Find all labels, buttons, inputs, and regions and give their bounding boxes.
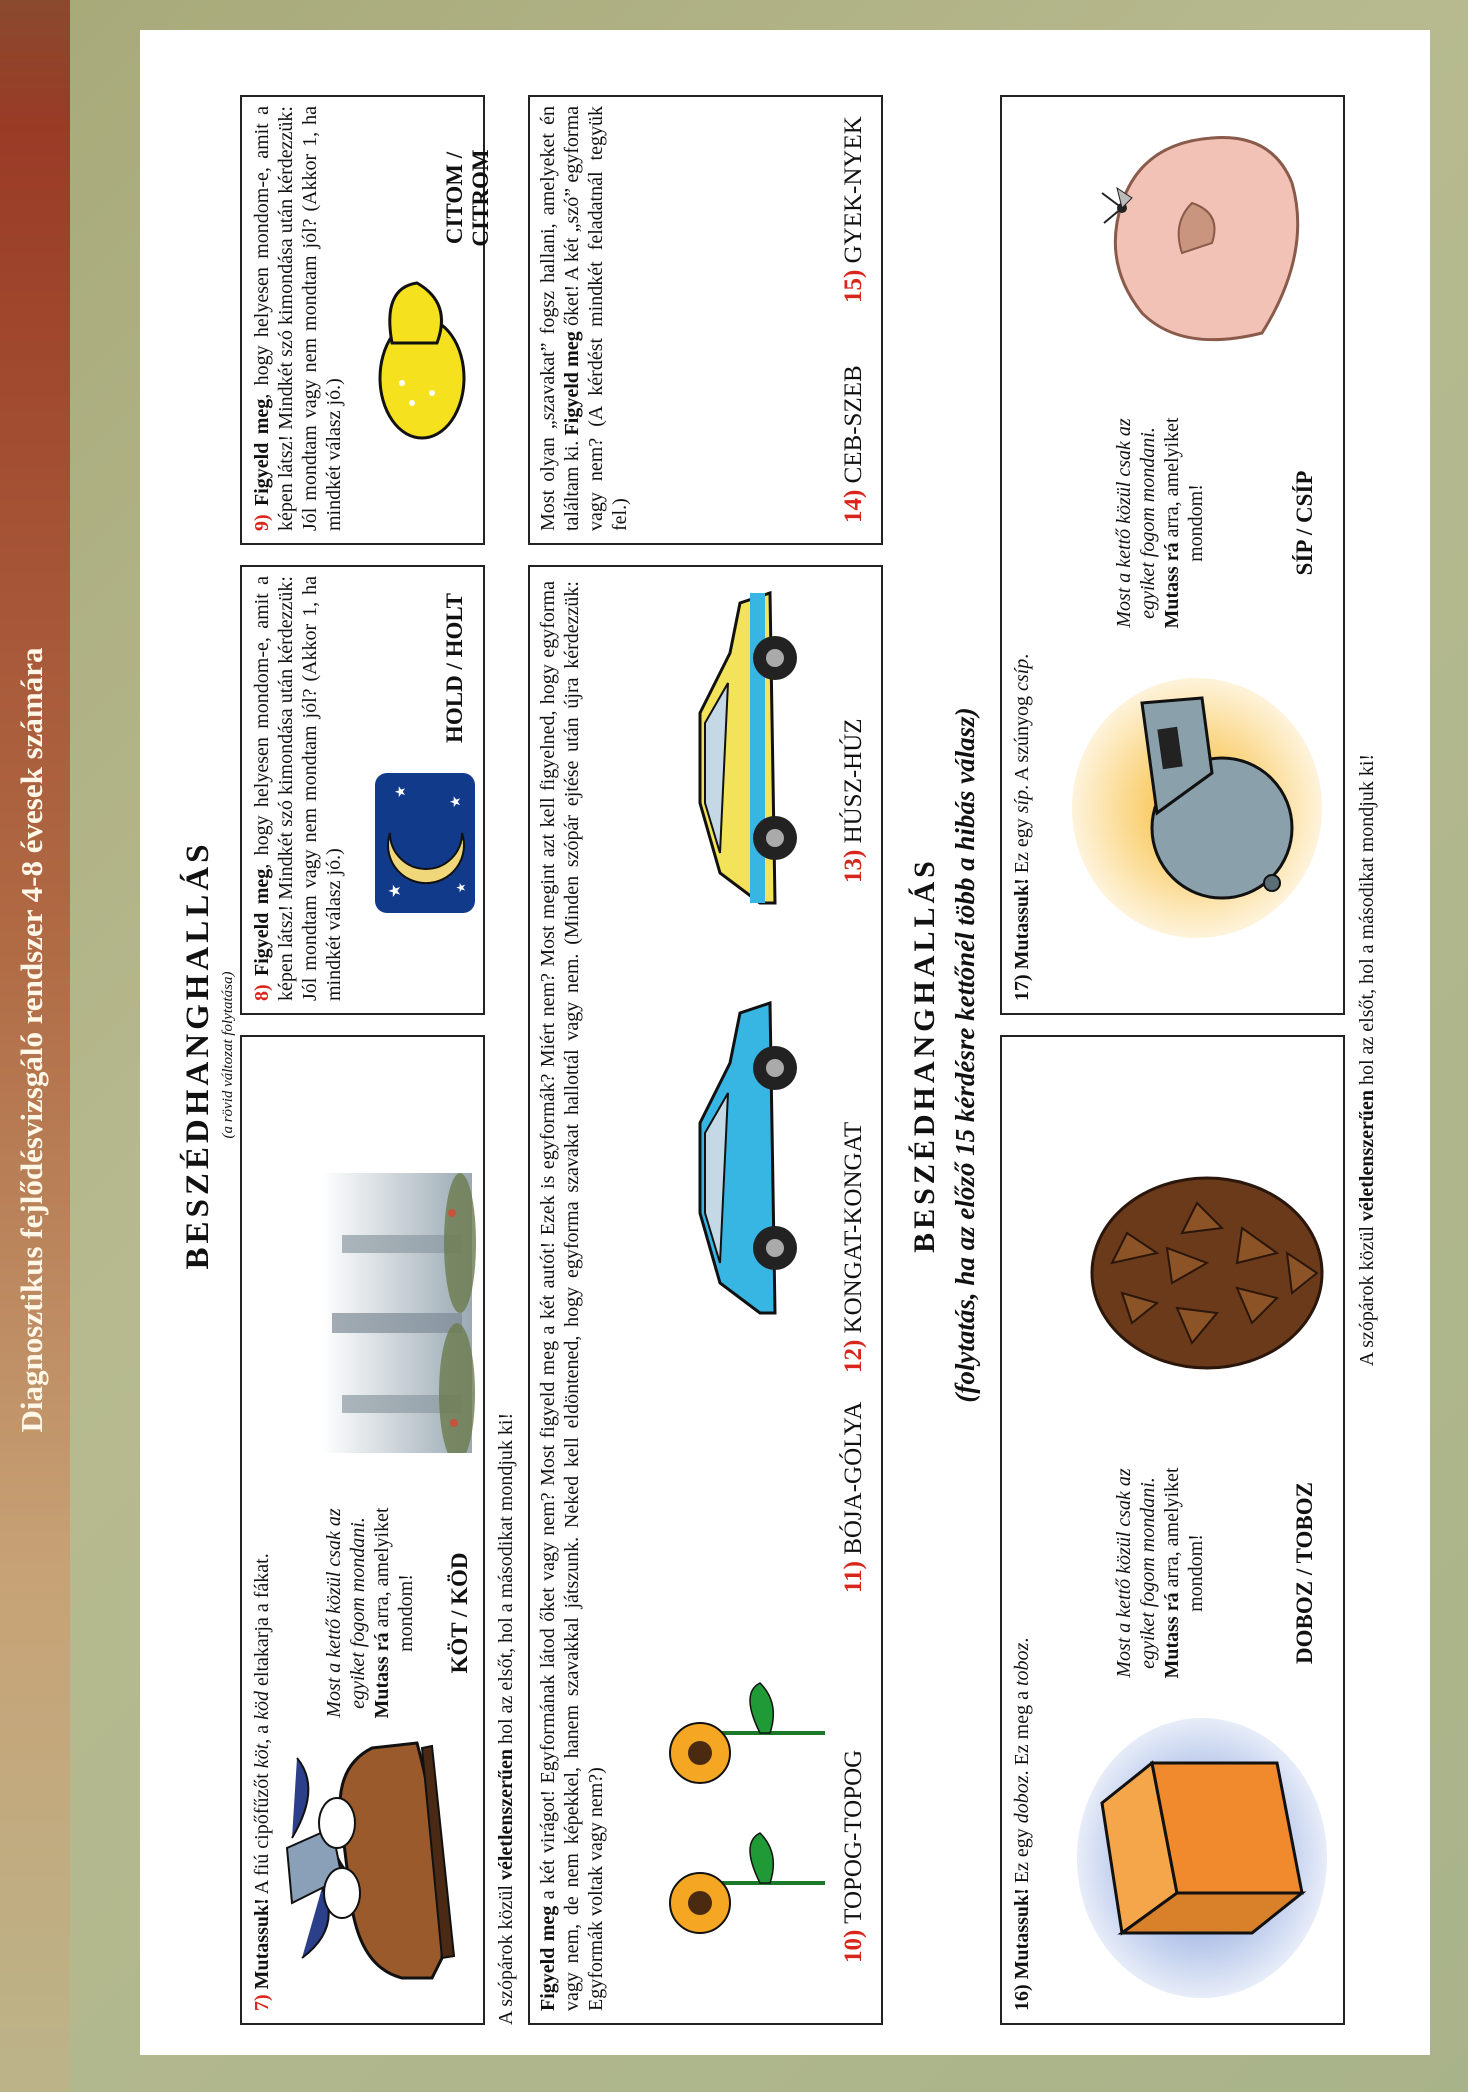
items10-13-prompt: Figyeld meg a két virágot! Egyformának látod őket vagy nem? Most figyeld meg a két autót! Ezek is egyformák? Miért nem? Most megint azt kell figyelned, hogy egyforma vagy nem, de nem képekkel, hanem szavakkal játszunk. Neked kell eldöntened, hogy egyforma szavakat hallottál vagy nem. (Minden szópár ejtése után újra kérdezzük: Egyformák voltak vagy nem?) — [537, 581, 607, 2011]
white-sheet — [140, 30, 1430, 2055]
word-13: 13) HÚSZ-HÚZ — [840, 718, 867, 883]
item16-box — [1000, 1035, 1345, 2025]
word-14: 14) CEB-SZEB — [840, 365, 867, 523]
foggy-trees-image — [282, 1173, 477, 1453]
items14-15-prompt: Most olyan „szavakat” fogsz hallani, amelyeket én találtam ki. Figyeld meg őket! A két „szó” egyforma vagy nem? (A kérdést mindkét feladatnál tegyük fel.) — [537, 106, 631, 531]
item7-caption: KÖT / KÖD — [447, 1552, 472, 1674]
svg-text:★: ★ — [394, 785, 409, 798]
item9-box — [240, 95, 493, 545]
cars-image — [640, 563, 830, 1323]
word-11: 11) BÓJA-GÓLYA — [840, 1401, 867, 1593]
flowers-image — [640, 1663, 830, 1963]
rotated-page — [140, 30, 1430, 2055]
hand-mosquito-image — [1062, 113, 1332, 373]
running-header: Diagnosztikus fejlődésvizsgáló rendszer 4-8 évesek számára — [14, 647, 49, 1433]
side-strip — [0, 0, 70, 2092]
item17-prompt: 17) Mutassuk! Ez egy síp. A szúnyog csíp. — [1011, 653, 1033, 1001]
item8-prompt: 8) Figyeld meg, hogy helyesen mondom-e, amit a képen látsz! Mindkét szó kimondása után kérdezzük: Jól mondtam vagy nem mondtam jól? (Akkor 1, ha mindkét válasz jó.) — [251, 576, 345, 1001]
section1-title: BESZÉDHANGHALLÁS — [180, 840, 216, 1270]
section2-subtitle: (folytatás, ha az előző 15 kérdésre kettőnél több a hibás válasz) — [950, 707, 980, 1403]
item8-box — [240, 565, 485, 1015]
whistle-image — [1062, 673, 1332, 943]
box-image — [1062, 1713, 1332, 2003]
item17-instruction: Most a kettő közül csak az egyiket fogom mondani. Mutass rá arra, amelyiket mondom! — [1113, 417, 1207, 629]
section1-random-note: A szópárok közül véletlenszerűen hol az elsőt, hol a másodikat mondjuk ki! — [495, 1412, 517, 2025]
item17-box — [1000, 95, 1345, 1015]
item7-box — [240, 1035, 485, 2025]
pinecone-image — [1062, 1143, 1332, 1403]
svg-text:★: ★ — [387, 883, 404, 898]
shoe-lacing-image — [282, 1728, 477, 1998]
item16-caption: DOBOZ / TOBOZ — [1292, 1482, 1317, 1664]
items10-13-box — [528, 565, 883, 2025]
word-15: 15) GYEK-NYEK — [840, 116, 867, 303]
lemon-image — [362, 273, 472, 453]
item7-instruction: Most a kettő közül csak az egyiket fogom mondani. Mutass rá arra, amelyiket mondom! — [323, 1507, 417, 1719]
word-12: 12) KONGAT-KONGAT — [840, 1121, 867, 1373]
svg-text:★: ★ — [454, 882, 468, 893]
section1-subtitle: (a rövid változat folytatása) — [220, 971, 236, 1139]
section2-title: BESZÉDHANGHALLÁS — [908, 857, 941, 1253]
item8-caption: HOLD / HOLT — [442, 593, 467, 743]
item17-caption: SÍP / CSÍP — [1292, 470, 1317, 576]
item9-prompt: 9) Figyeld meg, hogy helyesen mondom-e, amit a képen látsz! Mindkét szó kimondása után kérdezzük: Jól mondtam vagy nem mondtam jól? (Akkor 1, ha mindkét válasz jó.) — [251, 106, 345, 531]
word-10: 10) TOPOG-TOPOG — [840, 1749, 867, 1963]
items14-15-box — [528, 95, 883, 545]
item16-prompt: 16) Mutassuk! Ez egy doboz. Ez meg a toboz. — [1011, 1637, 1033, 2011]
item9-caption: CITOM / CITROM — [442, 149, 493, 247]
svg-text:★: ★ — [449, 795, 464, 808]
item7-prompt: 7) Mutassuk! A fiú cipőfűzőt köt, a köd eltakarja a fákat. — [251, 1553, 273, 2011]
item16-instruction: Most a kettő közül csak az egyiket fogom mondani. Mutass rá arra, amelyiket mondom! — [1113, 1467, 1207, 1679]
section2-random-note: A szópárok közül véletlenszerűen hol az elsőt, hol a másodikat mondjuk ki! — [1356, 753, 1378, 1367]
moon-image — [370, 768, 480, 918]
